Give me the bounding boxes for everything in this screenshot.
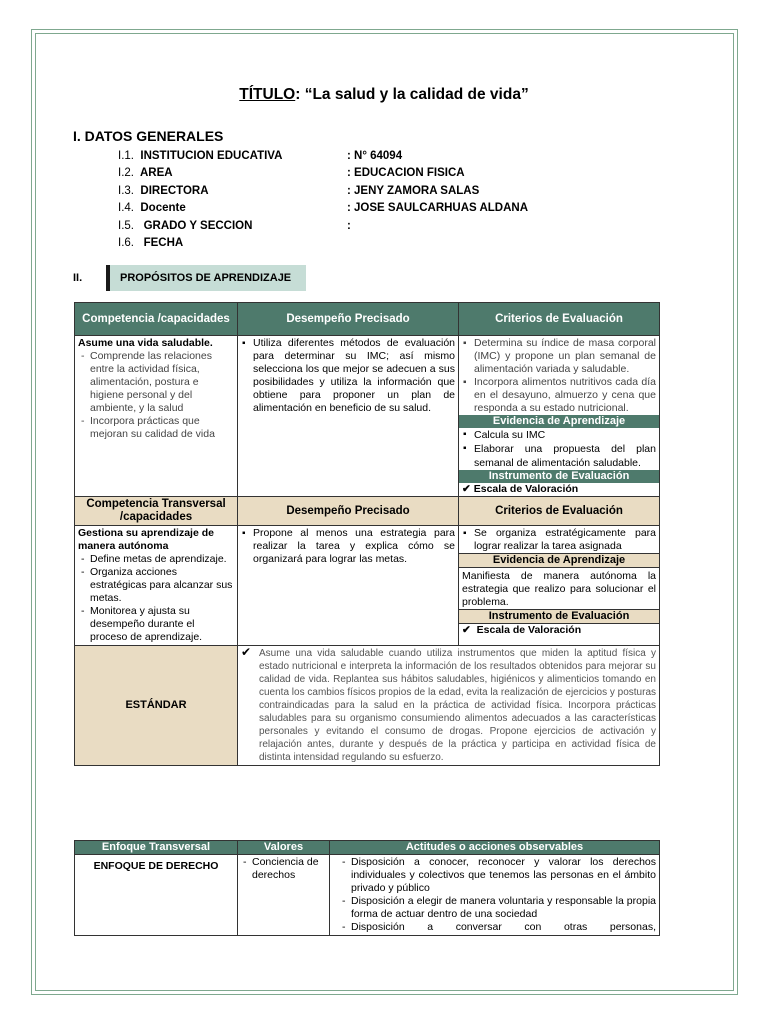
header-valores: Valores xyxy=(238,841,330,855)
general-row-5: I.5. GRADO Y SECCION xyxy=(118,220,253,232)
general-row-1: I.1. INSTITUCION EDUCATIVA xyxy=(118,150,283,162)
estandar-cell xyxy=(238,646,660,766)
competencia-cell xyxy=(75,336,238,497)
general-row-3: I.3. DIRECTORA xyxy=(118,185,209,197)
valor-cell xyxy=(238,855,330,936)
general-value-3: : JENY ZAMORA SALAS xyxy=(347,185,480,197)
header-desempeno-2: Desempeño Precisado xyxy=(238,497,459,526)
instrumento-2-label: Instrumento de Evaluación xyxy=(459,609,659,624)
section-propositos: PROPÓSITOS DE APRENDIZAJE xyxy=(106,265,306,291)
actitud-item: - Disposición a elegir de manera voluntaria y responsable la propia forma de actuar dentro de una sociedad xyxy=(351,895,656,921)
competencia-title: Asume una vida saludable. xyxy=(78,337,213,349)
enfoque-name: ENFOQUE DE DERECHO xyxy=(75,855,238,936)
general-value-4: : JOSE SAULCARHUAS ALDANA xyxy=(347,202,529,214)
estandar-text: Asume una vida saludable cuando utiliza instrumentos que miden la aptitud física y estado nutricional e interpreta la información de los resultados obtenidos para mejorar su calidad de vida. Replantea sus hábitos saludables, higiénicos y alimenticios tomando en cuenta los cambios físicos propios de la edad, evita la realización de ejercicios y posturas contraindicadas para la salud en la práctica de actividad física. Incorpora prácticas saludables para su organismo consumiendo alimentos adecuados a las características personales y evitando el consumo de drogas. Propone ejercicios de activación y relajación antes, durante y después de la práctica y participa en actividad física de distinta intensidad regulando su esfuerzo. xyxy=(259,648,656,763)
instrumento-value: ✔ Escala de Valoración xyxy=(462,483,579,495)
evidencia-2-label: Evidencia de Aprendizaje xyxy=(459,553,659,568)
desempeno-text: ▪ Utiliza diferentes métodos de evaluación para determinar su IMC; así mismo selecciona los que mejor se adecuen a sus posibilidades y utiliza la información que obtiene para proponer un plan de alimentación en beneficio de su salud. xyxy=(253,337,455,415)
enfoque-table xyxy=(74,840,660,936)
check-icon: ✔ xyxy=(462,624,471,636)
capacidad-item: - Monitorea y ajusta su desempeño durante el proceso de aprendizaje. xyxy=(90,605,234,644)
desempeno-cell xyxy=(238,336,459,497)
actitud-item: - Disposición a conocer, reconocer y valorar los derechos individuales y colectivos que tenemos las personas en el ámbito privado y público xyxy=(351,856,656,895)
section-2-number: II. xyxy=(73,272,83,284)
valor-item: - Conciencia de derechos xyxy=(252,856,326,882)
learning-purposes-table xyxy=(74,302,660,766)
instrumento-label: Instrumento de Evaluación xyxy=(459,470,659,483)
criterio-item: ▪ Incorpora alimentos nutritivos cada día en el desayuno, almuerzo y cena que responda a su estado nutricional. xyxy=(474,376,656,415)
evidencia-2-text: Manifiesta de manera autónoma la estrategia que realizo para solucionar el problema. xyxy=(462,570,656,608)
evidencia-item: ▪ Calcula su IMC xyxy=(474,428,656,442)
header-competencia: Competencia /capacidades xyxy=(75,303,238,336)
header-criterios: Criterios de Evaluación xyxy=(459,303,660,336)
general-value-5: : xyxy=(347,220,351,232)
section-datos-generales: I. DATOS GENERALES xyxy=(73,128,224,144)
capacidad-item: - Comprende las relaciones entre la actividad física, alimentación, postura e higiene personal y del ambiente, y la salud xyxy=(90,350,234,415)
criterio-2-item: ▪ Se organiza estratégicamente para lograr realizar la tarea asignada xyxy=(474,527,656,553)
check-icon: ✔ xyxy=(241,645,252,659)
check-icon: ✔ xyxy=(462,483,471,495)
general-value-2: : EDUCACION FISICA xyxy=(347,167,465,179)
evidencia-item: ▪ Elaborar una propuesta del plan semanal de alimentación saludable. xyxy=(474,442,656,470)
criterios-cell xyxy=(459,336,660,497)
criterio-item: ▪ Determina su índice de masa corporal (IMC) y propone un plan semanal de alimentación variada y saludable. xyxy=(474,337,656,376)
evidencia-label: Evidencia de Aprendizaje xyxy=(459,415,659,428)
actitud-item: - Disposición a conversar con otras personas, xyxy=(351,921,656,934)
document-title: TÍTULO: “La salud y la calidad de vida” xyxy=(239,86,529,103)
general-value-1: : N° 64094 xyxy=(347,150,403,162)
instrumento-2-value: ✔ Escala de Valoración xyxy=(462,624,582,636)
desempeno-2-cell xyxy=(238,526,459,646)
header-desempeno: Desempeño Precisado xyxy=(238,303,459,336)
header-criterios-2: Criterios de Evaluación xyxy=(459,497,660,526)
actitudes-cell xyxy=(330,855,660,936)
header-competencia-transversal: Competencia Transversal /capacidades xyxy=(75,497,238,526)
capacidad-item: - Define metas de aprendizaje. xyxy=(90,553,234,566)
capacidad-item: - Incorpora prácticas que mejoran su calidad de vida xyxy=(90,415,234,441)
criterios-2-cell xyxy=(459,526,660,646)
desempeno-2-text: ▪ Propone al menos una estrategia para realizar la tarea y explica cómo se organizará para lograr las metas. xyxy=(253,527,455,566)
general-row-2: I.2. AREA xyxy=(118,167,173,179)
competencia-transversal-cell xyxy=(75,526,238,646)
capacidad-item: - Organiza acciones estratégicas para alcanzar sus metas. xyxy=(90,566,234,605)
general-row-6: I.6. FECHA xyxy=(118,237,184,249)
competencia-transversal-title: Gestiona su aprendizaje de manera autónoma xyxy=(78,527,214,552)
header-actitudes: Actitudes o acciones observables xyxy=(330,841,660,855)
general-row-4: I.4. Docente xyxy=(118,202,186,214)
estandar-label: ESTÁNDAR xyxy=(75,646,238,766)
header-enfoque: Enfoque Transversal xyxy=(75,841,238,855)
